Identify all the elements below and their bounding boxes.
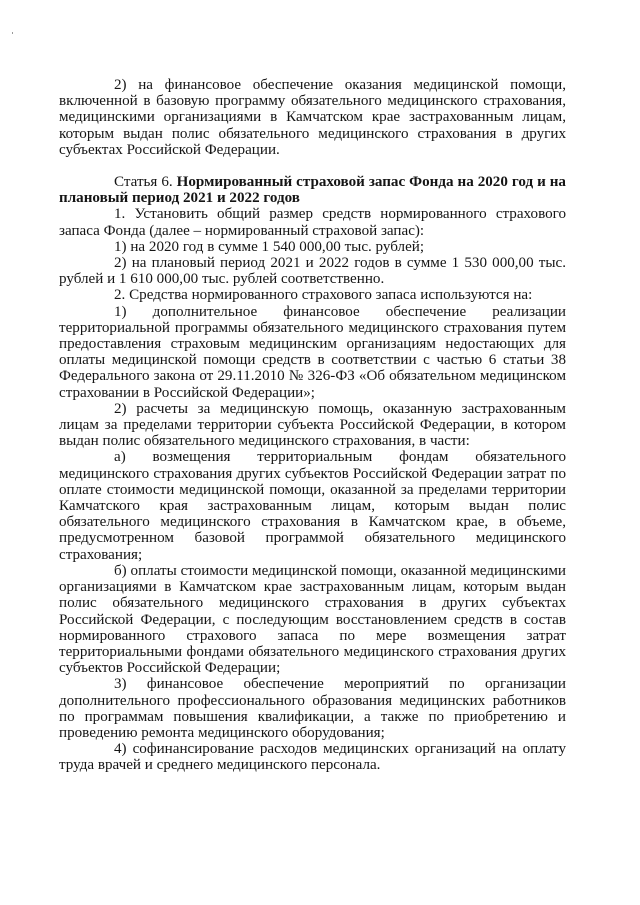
- paragraph-1: 1. Установить общий размер средств нормированного страхового запаса Фонда (далее – нормированный страховой запас):: [59, 206, 566, 239]
- paragraph-2-item-2: 2) расчеты за медицинскую помощь, оказанную застрахованным лицам за пределами территории субъекта Российской Федерации, в котором выдан полис обязательного медицинского страхования, в части:: [59, 400, 566, 450]
- document-body: [59, 77, 566, 774]
- paragraph-2-item-4: 4) софинансирование расходов медицинских организаций на оплату труда врачей и среднего медицинского персонала.: [59, 741, 566, 774]
- scan-mark: [12, 32, 13, 34]
- paragraph-1-item-2: 2) на плановый период 2021 и 2022 годов в сумме 1 530 000,00 тыс. рублей и 1 610 000,00 тыс. рублей соответственно.: [59, 255, 566, 288]
- paragraph-1-item-1: 1) на 2020 год в сумме 1 540 000,00 тыс. рублей;: [114, 238, 425, 255]
- article-title: Нормированный страховой запас Фонда на 2020 год и на плановый период 2021 и 2022 годов: [59, 174, 566, 207]
- article-heading: [59, 174, 566, 206]
- paragraph-2-item-2-b: б) оплаты стоимости медицинской помощи, оказанной медицинскими организациями в Камчатском крае застрахованным лицам, которым выдан полис обязательного медицинского страхования в других субъектах Российской Федерации, с последующим восстановлением средств в состав нормированного страхового запаса по мере возмещения затрат территориальными фондами обязательного медицинского страхования других субъектов Российской Федерации;: [59, 562, 566, 677]
- paragraph-2-item-1: 1) дополнительное финансовое обеспечение реализации территориальной программы обязательного медицинского страхования путем предоставления страховым медицинским организациям недостающих для оплаты медицинской помощи средств в соответствии с частью 6 статьи 38 Федерального закона от 29.11.2010 № 326-ФЗ «Об обязательном медицинском страховании в Российской Федерации»;: [59, 303, 566, 401]
- paragraph-2-item-3: 3) финансовое обеспечение мероприятий по организации дополнительного профессионального образования медицинских работников по программам повышения квалификации, а также по приобретению и проведению ремонта медицинского оборудования;: [59, 676, 566, 741]
- article-number: Статья 6.: [114, 174, 173, 191]
- intro-item-paragraph: 2) на финансовое обеспечение оказания медицинской помощи, включенной в базовую программу обязательного медицинского страхования, медицинскими организациями в Камчатском крае застрахованным лицам, которым выдан полис обязательного медицинского страхования в других субъектах Российской Федерации.: [59, 77, 566, 158]
- section-spacer: [59, 158, 566, 174]
- paragraph-2: 2. Средства нормированного страхового запаса используются на:: [114, 287, 533, 304]
- paragraph-2-item-2-a: а) возмещения территориальным фондам обязательного медицинского страхования других субъектов Российской Федерации затрат по оплате стоимости медицинской помощи, оказанной за пределами территории Камчатского края застрахованным лицам, которым выдан полис обязательного медицинского страхования в Камчатском крае, в объеме, предусмотренном базовой программой обязательного медицинского страхования;: [59, 449, 566, 563]
